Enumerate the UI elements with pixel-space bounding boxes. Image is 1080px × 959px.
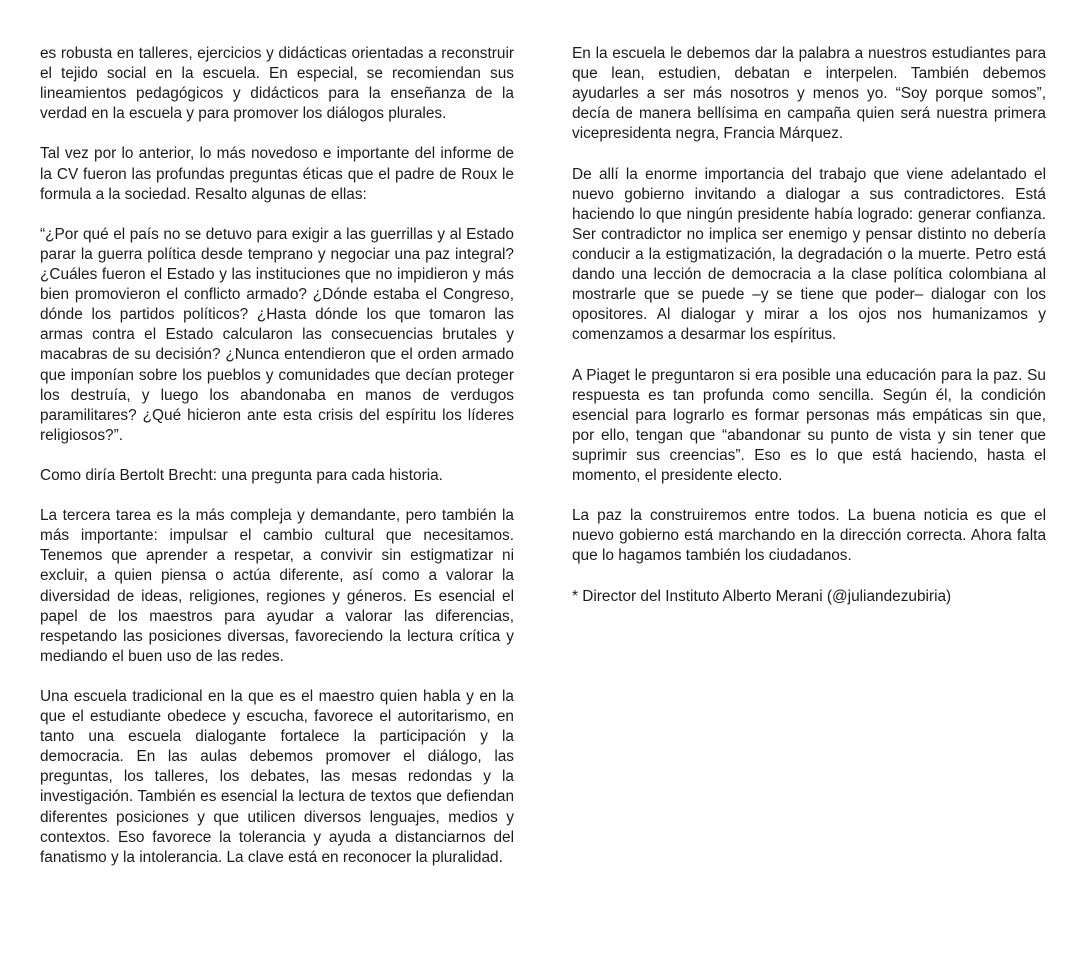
author-footnote: * Director del Instituto Alberto Merani (@juliandezubiria) [572,587,952,605]
paragraph: En la escuela le debemos dar la palabra a nuestros estudiantes para que lean, estudien, debatan e interpelen. También debemos ayudarles a ser más nosotros y menos yo. “Soy porque somos”, decía de manera bellísima en campaña quien será nuestra primera vicepresidenta negra, Francia Márquez. [572,45,1046,143]
paragraph: La tercera tarea es la más compleja y demandante, pero también la más importante: impulsar el cambio cultural que necesitamos. Tenemos que aprender a respetar, a convivir sin estigmatizar ni excluir, a quien piensa o actúa diferente, así como a valorar la diversidad de ideas, religiones, regiones y géneros. Es esencial el papel de los maestros para ayudar a valorar las diferencias, respetando las posiciones diversas, favoreciendo la lectura crítica y mediando el buen uso de las redes. [40,507,514,665]
paragraph: De allí la enorme importancia del trabajo que viene adelantado el nuevo gobierno invitando a dialogar a sus contradictores. Está haciendo lo que ningún presidente había logrado: generar confianza. Ser contradictor no implica ser enemigo y pensar distinto no debería conducir a la estigmatización, la degradación o la muerte. Petro está dando una lección de democracia a la clase política colombiana al mostrarle que se puede –y se tiene que poder– dialogar con los opositores. Al dialogar y mirar a los ojos nos humanizamos y comenzamos a desarmar los espíritus. [572,165,1046,344]
paragraph: Una escuela tradicional en la que es el maestro quien habla y en la que el estudiante obedece y escucha, favorece el autoritarismo, en tanto una escuela dialogante fortalece la participación y la democracia. En las aulas debemos promover el diálogo, las preguntas, los talleres, los debates, las mesas redondas y la investigación. También es esencial la lectura de textos que defiendan diferentes posiciones y que utilicen diversos lenguajes, medios y contextos. Eso favorece la tolerancia y ayuda a distanciarnos del fanatismo y la intolerancia. La clave está en reconocer la pluralidad. [40,688,514,866]
quote-paragraph: “¿Por qué el país no se detuvo para exigir a las guerrillas y al Estado parar la guerra política desde temprano y negociar una paz integral? ¿Cuáles fueron el Estado y las instituciones que no impidieron y más bien promovieron el conflicto armado? ¿Dónde estaba el Congreso, dónde los partidos políticos? ¿Hasta dónde los que tomaron las armas contra el Estado calcularon las consecuencias brutales y macabras de su decisión? ¿Nunca entendieron que el orden armado que imponían sobre los pueblos y comunidades que decían proteger los destruía, y luego los abandonaba en manos de verdugos paramilitares? ¿Qué hicieron ante esta crisis del espíritu los líderes religiosos?”. [40,225,514,444]
paragraph: es robusta en talleres, ejercicios y didácticas orientadas a reconstruir el tejido social en la escuela. En especial, se recomiendan sus lineamientos pedagógicos y didácticos para la enseñanza de la verdad en la escuela y para promover los diálogos plurales. [40,45,514,123]
paragraph: A Piaget le preguntaron si era posible una educación para la paz. Su respuesta es tan profunda como sencilla. Según él, la condición esencial para lograrlo es formar personas más empáticas sin que, por ello, tengan que “abandonar su punto de vista y sin tener que suprimir sus creencias”. Eso es lo que está haciendo, hasta el momento, el presidente electo. [572,366,1046,484]
left-column [40,44,514,868]
paragraph: La paz la construiremos entre todos. La buena noticia es que el nuevo gobierno está marchando en la dirección correcta. Ahora falta que lo hagamos también los ciudadanos. [572,507,1046,565]
right-column [572,44,1046,607]
paragraph: Como diría Bertolt Brecht: una pregunta para cada historia. [40,466,443,484]
paragraph: Tal vez por lo anterior, lo más novedoso e importante del informe de la CV fueron las profundas preguntas éticas que el padre de Roux le formula a la sociedad. Resalto algunas de ellas: [40,145,514,203]
